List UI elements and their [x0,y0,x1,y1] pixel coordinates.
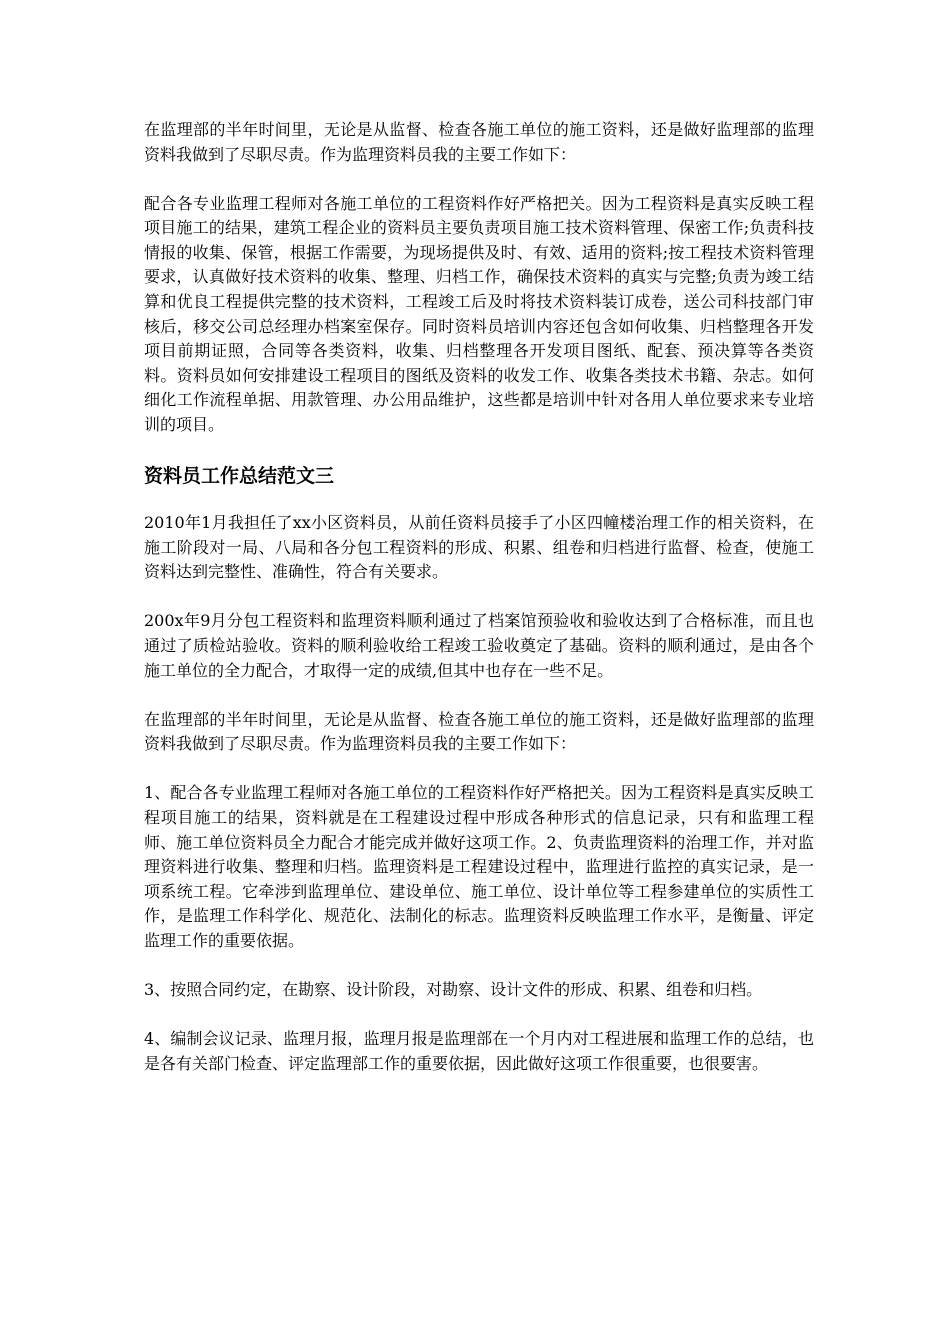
document-page [144,118,814,1101]
paragraph-6: 1、配合各专业监理工程师对各施工单位的工程资料作好严格把关。因为工程资料是真实反映工程项目施工的结果，资料就是在工程建设过程中形成各种形式的信息记录，只有和监理工程师、施工单位资料员全力配合才能完成并做好这项工作。2、负责监理资料的治理工作，并对监理资料进行收集、整理和归档。监理资料是工程建设过程中，监理进行监控的真实记录，是一项系统工程。它牵涉到监理单位、建设单位、施工单位、设计单位等工程参建单位的实质性工作，是监理工作科学化、规范化、法制化的标志。监理资料反映监理工作水平，是衡量、评定监理工作的重要依据。 [144,783,814,950]
paragraph-8: 4、编制会议记录、监理月报，监理月报是监理部在一个月内对工程进展和监理工作的总结，也是各有关部门检查、评定监理部工作的重要依据，因此做好这项工作很重要，也很要害。 [144,1029,814,1073]
paragraph-3: 2010年1月我担任了xx小区资料员，从前任资料员接手了小区四幢楼治理工作的相关资料，在施工阶段对一局、八局和各分包工程资料的形成、积累、组卷和归档进行监督、检查，使施工资料达到完整性、准确性，符合有关要求。 [144,513,814,582]
section-heading: 资料员工作总结范文三 [144,465,335,488]
paragraph-5: 在监理部的半年时间里，无论是从监督、检查各施工单位的施工资料，还是做好监理部的监理资料我做到了尽职尽责。作为监理资料员我的主要工作如下： [144,709,814,754]
paragraph-7: 3、按照合同约定，在勘察、设计阶段，对勘察、设计文件的形成、积累、组卷和归档。 [144,980,763,1000]
paragraph-2: 配合各专业监理工程师对各施工单位的工程资料作好严格把关。因为工程资料是真实反映工程项目施工的结果，建筑工程企业的资料员主要负责项目施工技术资料管理、保密工作;负责科技情报的收集、保管，根据工作需要，为现场提供及时、有效、适用的资料;按工程技术资料管理要求，认真做好技术资料的收集、整理、归档工作，确保技术资料的真实与完整;负责为竣工结算和优良工程提供完整的技术资料，工程竣工后及时将技术资料装订成卷，送公司科技部门审核后，移交公司总经理办档案室保存。同时资料员培训内容还包含如何收集、归档整理各开发项目前期证照，合同等各类资料，收集、归档整理各开发项目图纸、配套、预决算等各类资料。资料员如何安排建设工程项目的图纸及资料的收发工作、收集各类技术书籍、杂志。如何细化工作流程单据、用款管理、办公用品维护，这些都是培训中针对各用人单位要求来专业培训的项目。 [144,193,814,435]
paragraph-1: 在监理部的半年时间里，无论是从监督、检查各施工单位的施工资料，还是做好监理部的监理资料我做到了尽职尽责。作为监理资料员我的主要工作如下： [144,120,814,164]
paragraph-4: 200x年9月分包工程资料和监理资料顺利通过了档案馆预验收和验收达到了合格标准，而且也通过了质检站验收。资料的顺利验收给工程竣工验收奠定了基础。资料的顺利通过，是由各个施工单位的全力配合，才取得一定的成绩,但其中也存在一些不足。 [144,611,814,680]
